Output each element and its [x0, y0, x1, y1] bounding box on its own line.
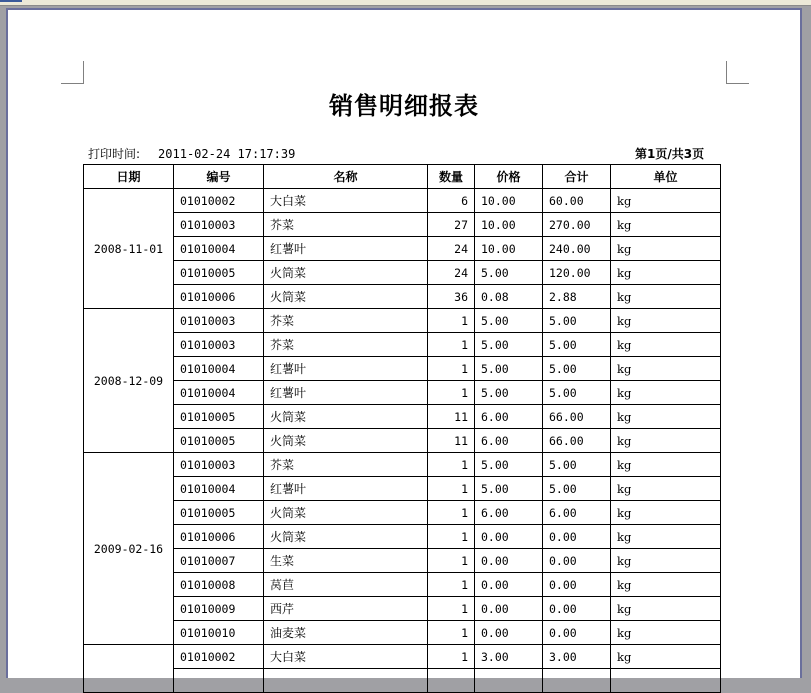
- table-cell-qty: 1: [428, 381, 475, 405]
- page-info: 第1页/共3页: [635, 147, 705, 161]
- table-cell-code: 01010002: [174, 645, 264, 669]
- table-cell-qty: 36: [428, 285, 475, 309]
- table-cell-unit: kg: [611, 621, 721, 645]
- table-cell-code: 01010005: [174, 501, 264, 525]
- margin-corner-top-right: [726, 61, 749, 84]
- table-cell-name: 火筒菜: [264, 501, 428, 525]
- table-cell-price: 5.00: [475, 381, 543, 405]
- table-cell-date: 2009-02-16: [84, 453, 174, 645]
- table-cell-price: 0.00: [475, 549, 543, 573]
- table-cell-name: 火筒菜: [264, 261, 428, 285]
- table-cell-name: [264, 669, 428, 693]
- table-cell-name: 火筒菜: [264, 405, 428, 429]
- table-cell-price: 10.00: [475, 237, 543, 261]
- table-cell-price: 10.00: [475, 213, 543, 237]
- table-cell-qty: 11: [428, 429, 475, 453]
- table-cell-unit: kg: [611, 357, 721, 381]
- table-cell-unit: kg: [611, 549, 721, 573]
- table-cell-name: 芥菜: [264, 213, 428, 237]
- table-row: [84, 549, 721, 573]
- table-cell-name: 火筒菜: [264, 285, 428, 309]
- table-cell-price: 0.00: [475, 621, 543, 645]
- sales-detail-table: [83, 164, 721, 693]
- table-cell-total: 5.00: [543, 309, 611, 333]
- table-cell-code: 01010003: [174, 213, 264, 237]
- table-cell-unit: kg: [611, 333, 721, 357]
- table-cell-date: 2008-12-09: [84, 309, 174, 453]
- table-cell-unit: kg: [611, 405, 721, 429]
- table-row: [84, 405, 721, 429]
- table-cell-qty: 24: [428, 261, 475, 285]
- report-title: 销售明细报表: [329, 91, 479, 120]
- table-cell-qty: 1: [428, 549, 475, 573]
- table-cell-unit: kg: [611, 189, 721, 213]
- print-time-label: 打印时间:: [88, 147, 141, 161]
- table-cell-unit: kg: [611, 309, 721, 333]
- table-cell-qty: 1: [428, 645, 475, 669]
- table-cell-total: 5.00: [543, 477, 611, 501]
- table-cell-name: 大白菜: [264, 645, 428, 669]
- table-cell-unit: kg: [611, 381, 721, 405]
- table-cell-code: 01010006: [174, 525, 264, 549]
- table-cell-total: 66.00: [543, 405, 611, 429]
- table-cell-total: 240.00: [543, 237, 611, 261]
- table-cell-code: 01010003: [174, 333, 264, 357]
- table-cell-qty: 11: [428, 405, 475, 429]
- table-cell-total: 270.00: [543, 213, 611, 237]
- table-cell-code: 01010006: [174, 285, 264, 309]
- table-cell-total: 66.00: [543, 429, 611, 453]
- table-cell-price: 6.00: [475, 405, 543, 429]
- table-cell-unit: [611, 669, 721, 693]
- table-body: [84, 189, 721, 693]
- table-cell-qty: 6: [428, 189, 475, 213]
- table-cell-unit: kg: [611, 525, 721, 549]
- table-cell-code: 01010004: [174, 357, 264, 381]
- table-cell-total: 0.00: [543, 525, 611, 549]
- table-cell-unit: kg: [611, 477, 721, 501]
- col-header-date: 日期: [84, 165, 174, 189]
- table-cell-unit: kg: [611, 453, 721, 477]
- table-cell-qty: 1: [428, 309, 475, 333]
- table-cell-name: 红薯叶: [264, 357, 428, 381]
- table-cell-price: 5.00: [475, 453, 543, 477]
- margin-corner-top-left: [61, 61, 84, 84]
- table-row: [84, 477, 721, 501]
- table-cell-price: [475, 669, 543, 693]
- table-cell-code: 01010004: [174, 477, 264, 501]
- table-cell-name: 莴苣: [264, 573, 428, 597]
- table-cell-total: 5.00: [543, 453, 611, 477]
- table-cell-total: 0.00: [543, 549, 611, 573]
- table-cell-code: 01010005: [174, 429, 264, 453]
- table-row: [84, 621, 721, 645]
- table-row: [84, 213, 721, 237]
- toolbar-tab-marker: [0, 0, 22, 2]
- table-cell-qty: 1: [428, 597, 475, 621]
- table-cell-total: 60.00: [543, 189, 611, 213]
- table-cell-name: 芥菜: [264, 309, 428, 333]
- table-cell-total: 0.00: [543, 597, 611, 621]
- table-cell-unit: kg: [611, 285, 721, 309]
- table-cell-qty: 1: [428, 357, 475, 381]
- table-cell-qty: 1: [428, 477, 475, 501]
- table-cell-code: [174, 669, 264, 693]
- table-cell-code: 01010009: [174, 597, 264, 621]
- table-cell-qty: 1: [428, 501, 475, 525]
- table-cell-qty: 27: [428, 213, 475, 237]
- col-header-qty: 数量: [428, 165, 475, 189]
- table-row: [84, 429, 721, 453]
- table-cell-price: 5.00: [475, 357, 543, 381]
- table-cell-qty: [428, 669, 475, 693]
- table-cell-price: 5.00: [475, 333, 543, 357]
- table-cell-code: 01010008: [174, 573, 264, 597]
- table-row: [84, 597, 721, 621]
- table-cell-unit: kg: [611, 501, 721, 525]
- table-row: [84, 645, 721, 669]
- table-cell-unit: kg: [611, 213, 721, 237]
- table-cell-total: 5.00: [543, 357, 611, 381]
- table-cell-qty: 1: [428, 573, 475, 597]
- table-cell-unit: kg: [611, 261, 721, 285]
- col-header-name: 名称: [264, 165, 428, 189]
- table-cell-code: 01010010: [174, 621, 264, 645]
- table-cell-code: 01010004: [174, 381, 264, 405]
- table-cell-price: 10.00: [475, 189, 543, 213]
- table-cell-code: 01010005: [174, 405, 264, 429]
- table-cell-price: 0.00: [475, 573, 543, 597]
- table-row: [84, 189, 721, 213]
- table-cell-price: 0.08: [475, 285, 543, 309]
- table-cell-price: 5.00: [475, 309, 543, 333]
- table-row: [84, 357, 721, 381]
- table-cell-total: 6.00: [543, 501, 611, 525]
- table-cell-price: 6.00: [475, 501, 543, 525]
- table-cell-total: 5.00: [543, 333, 611, 357]
- table-cell-unit: kg: [611, 237, 721, 261]
- col-header-price: 价格: [475, 165, 543, 189]
- table-cell-total: 0.00: [543, 621, 611, 645]
- table-cell-name: 大白菜: [264, 189, 428, 213]
- table-cell-price: 0.00: [475, 597, 543, 621]
- table-row: [84, 333, 721, 357]
- table-cell-price: 0.00: [475, 525, 543, 549]
- table-cell-date: 2008-11-01: [84, 189, 174, 309]
- table-cell-code: 01010003: [174, 453, 264, 477]
- table-cell-name: 生菜: [264, 549, 428, 573]
- print-time: [88, 145, 295, 162]
- table-cell-price: 5.00: [475, 261, 543, 285]
- print-time-value: 2011-02-24 17:17:39: [158, 147, 296, 161]
- table-cell-code: 01010004: [174, 237, 264, 261]
- table-cell-date: [84, 645, 174, 693]
- table-row: [84, 573, 721, 597]
- table-cell-qty: 1: [428, 621, 475, 645]
- table-cell-unit: kg: [611, 429, 721, 453]
- report-page: [6, 8, 802, 678]
- table-row: [84, 237, 721, 261]
- table-cell-code: 01010007: [174, 549, 264, 573]
- table-row: [84, 261, 721, 285]
- table-cell-qty: 1: [428, 333, 475, 357]
- table-row: [84, 453, 721, 477]
- table-row: [84, 501, 721, 525]
- table-cell-total: 5.00: [543, 381, 611, 405]
- table-cell-name: 红薯叶: [264, 477, 428, 501]
- table-cell-total: [543, 669, 611, 693]
- table-cell-price: 3.00: [475, 645, 543, 669]
- table-row: [84, 309, 721, 333]
- table-row: [84, 669, 721, 693]
- table-cell-total: 3.00: [543, 645, 611, 669]
- table-cell-qty: 1: [428, 525, 475, 549]
- window-toolbar-edge: [0, 0, 811, 6]
- table-cell-unit: kg: [611, 573, 721, 597]
- table-cell-unit: kg: [611, 645, 721, 669]
- table-cell-code: 01010002: [174, 189, 264, 213]
- table-cell-name: 芥菜: [264, 453, 428, 477]
- table-cell-qty: 1: [428, 453, 475, 477]
- table-cell-unit: kg: [611, 597, 721, 621]
- table-cell-name: 芥菜: [264, 333, 428, 357]
- table-header-row: [84, 165, 721, 189]
- table-cell-name: 火筒菜: [264, 429, 428, 453]
- table-row: [84, 381, 721, 405]
- table-cell-total: 120.00: [543, 261, 611, 285]
- table-cell-name: 火筒菜: [264, 525, 428, 549]
- table-cell-name: 油麦菜: [264, 621, 428, 645]
- table-row: [84, 525, 721, 549]
- table-cell-qty: 24: [428, 237, 475, 261]
- table-cell-name: 红薯叶: [264, 237, 428, 261]
- col-header-unit: 单位: [611, 165, 721, 189]
- table-cell-code: 01010003: [174, 309, 264, 333]
- table-cell-total: 0.00: [543, 573, 611, 597]
- col-header-code: 编号: [174, 165, 264, 189]
- table-row: [84, 285, 721, 309]
- table-cell-price: 6.00: [475, 429, 543, 453]
- table-cell-name: 西芹: [264, 597, 428, 621]
- table-cell-code: 01010005: [174, 261, 264, 285]
- table-cell-total: 2.88: [543, 285, 611, 309]
- col-header-total: 合计: [543, 165, 611, 189]
- table-cell-name: 红薯叶: [264, 381, 428, 405]
- table-cell-price: 5.00: [475, 477, 543, 501]
